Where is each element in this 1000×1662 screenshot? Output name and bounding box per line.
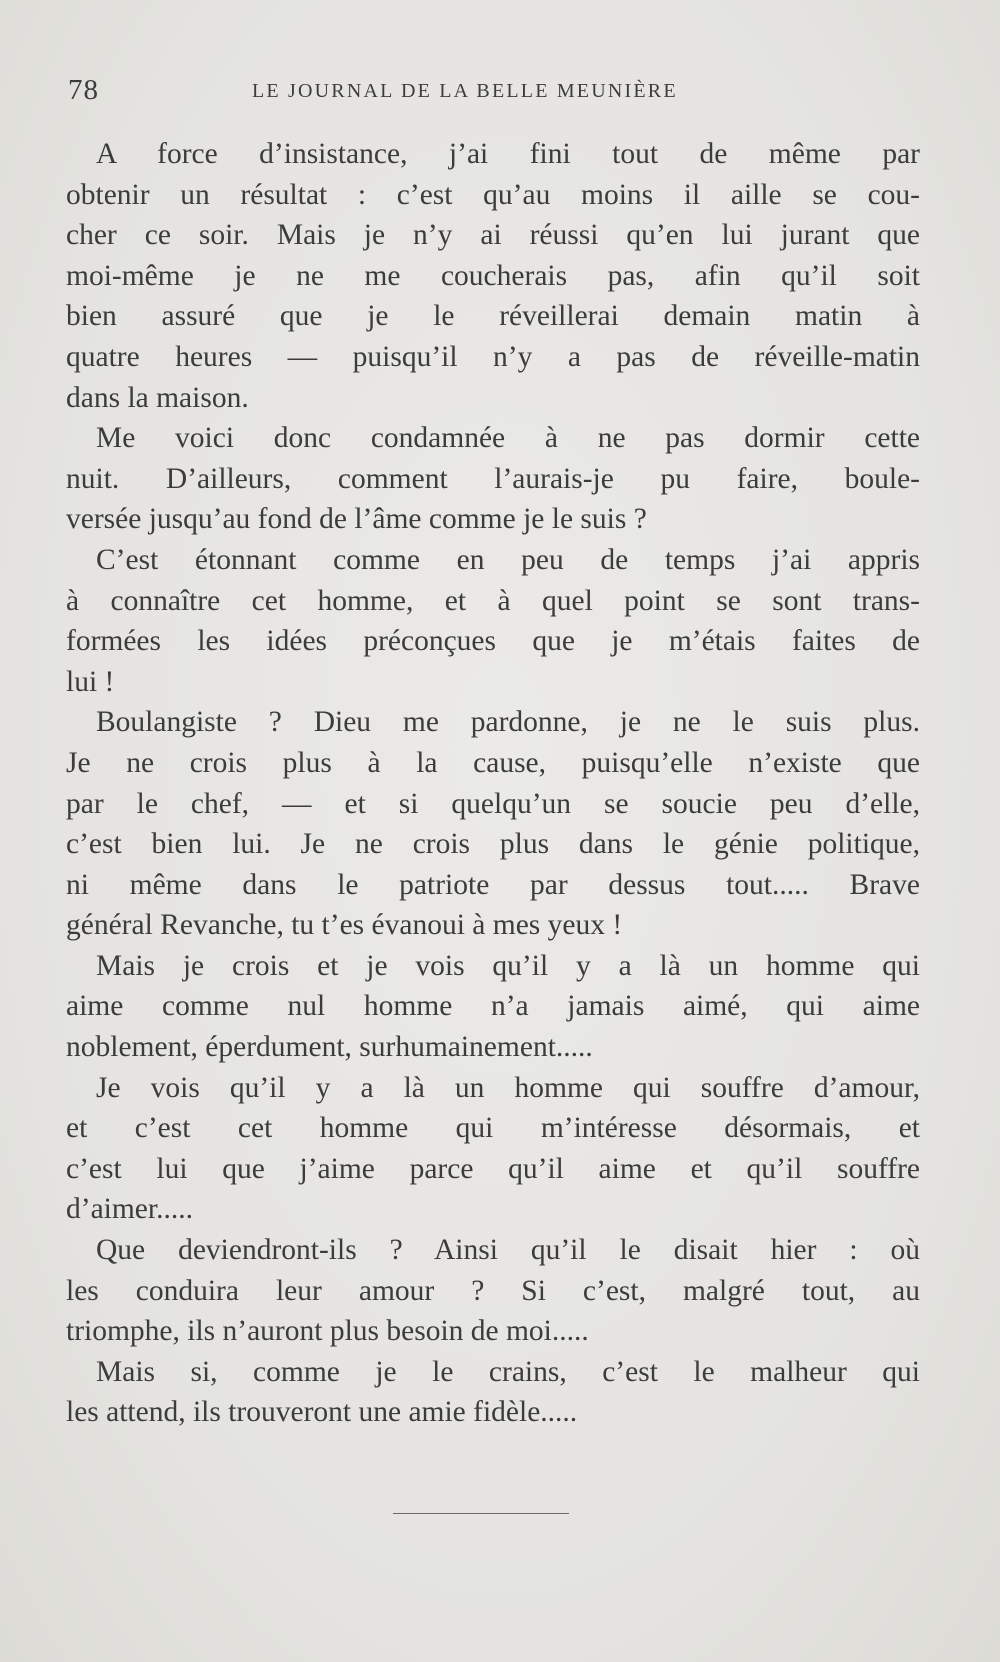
page-number: 78 [68,74,99,106]
running-title: LE JOURNAL DE LA BELLE MEUNIÈRE [252,80,678,102]
text-line: quatre heures — puisqu’il n’y a pas de réveille-matin [66,340,920,373]
text-line: Je vois qu’il y a là un homme qui souffre d’amour, [96,1071,920,1104]
text-line: les conduira leur amour ? Si c’est, malgré tout, au [66,1274,920,1307]
text-line: à connaître cet homme, et à quel point se sont trans- [66,584,920,617]
text-line: nuit. D’ailleurs, comment l’aurais-je pu faire, boule- [66,462,920,495]
text-line: les attend, ils trouveront une amie fidèle..... [66,1396,578,1429]
text-line: Que deviendront-ils ? Ainsi qu’il le disait hier : où [96,1234,920,1267]
text-line: triomphe, ils n’auront plus besoin de moi..... [66,1315,589,1348]
text-line: ni même dans le patriote par dessus tout..... Brave [66,868,920,901]
text-line: général Revanche, tu t’es évanoui à mes yeux ! [66,909,623,942]
text-line: aime comme nul homme n’a jamais aimé, qui aime [66,990,920,1023]
text-line: bien assuré que je le réveillerai demain matin à [66,300,920,333]
text-line: c’est lui que j’aime parce qu’il aime et qu’il souffre [66,1152,920,1185]
end-rule [393,1513,569,1514]
text-line: Boulangiste ? Dieu me pardonne, je ne le suis plus. [96,706,920,739]
text-line: Je ne crois plus à la cause, puisqu’elle n’existe que [66,746,920,779]
text-line: noblement, éperdument, surhumainement..... [66,1031,593,1064]
text-line: versée jusqu’au fond de l’âme comme je le suis ? [66,503,647,536]
page-header [68,74,928,114]
text-line: lui ! [66,665,115,698]
text-line: par le chef, — et si quelqu’un se soucie peu d’elle, [66,787,920,820]
text-line: A force d’insistance, j’ai fini tout de même par [96,138,920,170]
text-line: d’aimer..... [66,1193,193,1226]
text-line: Mais je crois et je vois qu’il y a là un homme qui [96,949,920,982]
text-line: Mais si, comme je le crains, c’est le malheur qui [96,1355,920,1388]
text-line: et c’est cet homme qui m’intéresse désormais, et [66,1112,920,1145]
text-line: obtenir un résultat : c’est qu’au moins il aille se cou- [66,178,920,211]
text-line: C’est étonnant comme en peu de temps j’ai appris [96,543,920,576]
text-line: formées les idées préconçues que je m’étais faites de [66,625,920,658]
text-line: c’est bien lui. Je ne crois plus dans le génie politique, [66,828,920,861]
text-line: moi-même je ne me coucherais pas, afin qu’il soit [66,259,920,292]
text-line: dans la maison. [66,381,249,414]
body-text [66,134,920,1433]
text-line: cher ce soir. Mais je n’y ai réussi qu’en lui jurant que [66,219,920,252]
text-line: Me voici donc condamnée à ne pas dormir cette [96,422,920,455]
